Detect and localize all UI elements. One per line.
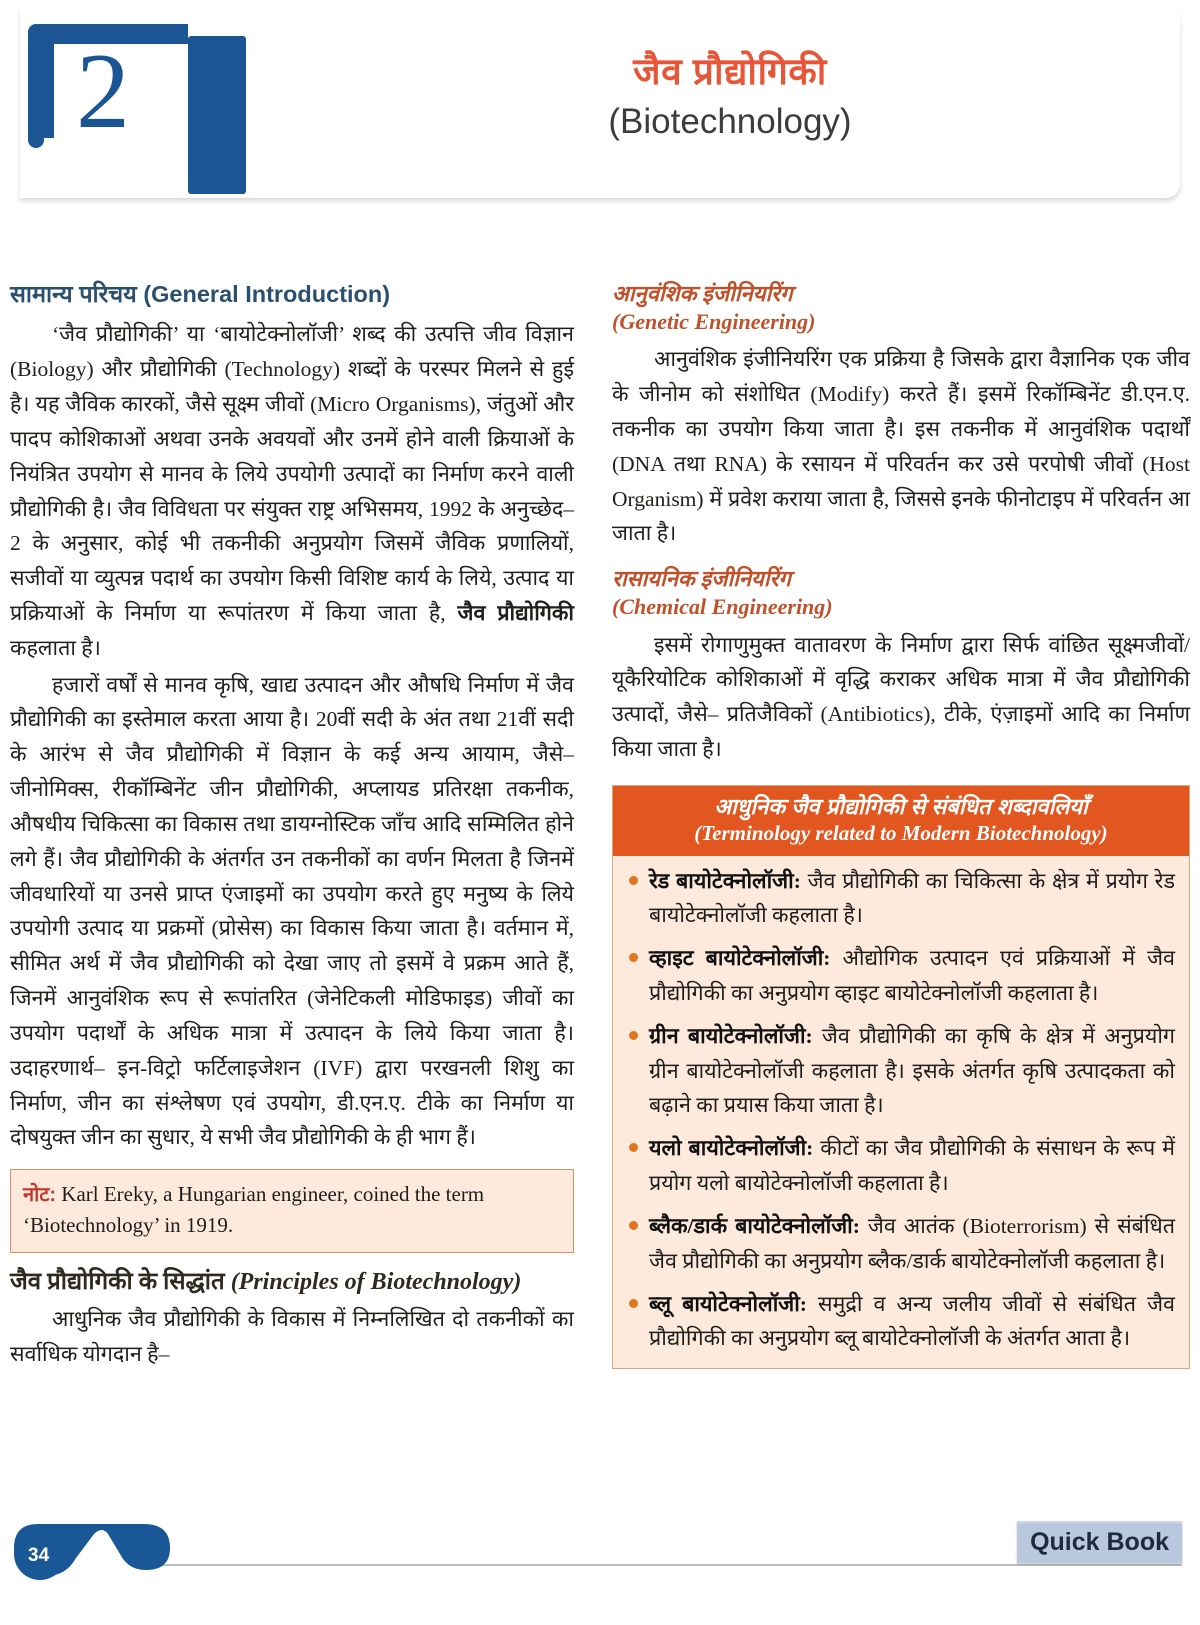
chapter-number: 2 xyxy=(76,32,128,151)
terminology-list xyxy=(613,856,1189,1368)
terminology-item xyxy=(627,1287,1175,1356)
terminology-item-term: ब्लू बायोटेक्नोलॉजी: xyxy=(649,1291,807,1316)
heading-general-introduction: सामान्य परिचय (General Introduction) xyxy=(10,281,391,307)
terminology-item-term: ब्लैक/डार्क बायोटेक्नोलॉजी: xyxy=(649,1214,860,1239)
terminology-item-description: जैव प्रौद्योगिकी का चिकित्सा के क्षेत्र में प्रयोग रेड बायोटेक्नोलॉजी कहलाता है। xyxy=(649,868,1175,928)
note-label: नोट: xyxy=(23,1184,57,1207)
page-number: 34 xyxy=(28,1545,50,1566)
paragraph-genetic-engineering: आनुवंशिक इंजीनियरिंग एक प्रक्रिया है जिसके द्वारा वैज्ञानिक एक जीव के जीनोम को संशोधित (Modify) करते हैं। इसमें रिकॉम्बिनेंट डी.एन.ए. तकनीक का उपयोग किया जाता है। इस तकनीक में आनुवंशिक पदार्थों (DNA तथा RNA) के रसायन में परिवर्तन कर उसे परपोषी जीवों (Host Organism) में प्रवेश कराया जाता है, जिससे इनके फीनोटाइप में परिवर्तन आ जाता है। xyxy=(612,347,1190,546)
heading-genetic-engineering-hindi: आनुवंशिक इंजीनियरिंग xyxy=(612,281,793,306)
heading-principles xyxy=(10,1267,574,1298)
paragraph-definition: ‘जैव प्रौद्योगिकी’ या ‘बायोटेक्नोलॉजी’ शब्द की उत्पत्ति जीव विज्ञान (Biology) और प्रौद्योगिकी (Technology) शब्दों के परस्पर मिलने से हुई है। यह जैविक कारकों, जैसे सूक्ष्म जीवों (Micro Organisms), जंतुओं और पादप कोशिकाओं अथवा उनके अवयवों और उनमें होने वाली क्रियाओं के नियंत्रित उपयोग से मानव के लिये उपयोगी उत्पादों का निर्माण करने वाली प्रौद्योगिकी है। जैव विविधता पर संयुक्त राष्ट्र अभिसमय, 1992 के अनुच्छेद–2 के अनुसार, कोई भी तकनीकी अनुप्रयोग जिसमें जैविक प्रणालियों, सजीवों या व्युत्पन्न पदार्थ का उपयोग किसी विशिष्ट कार्य के लिये, उत्पाद या प्रक्रियाओं के निर्माण या रूपांतरण में किया जाता है, जैव प्रौद्योगिकी कहलाता है। xyxy=(10,322,574,660)
terminology-item-description: जैव आतंक (Bioterrorism) से संबंधित जैव प्रौद्योगिकी का अनुप्रयोग ब्लैक/डार्क बायोटेक्नोलॉजी कहलाता है। xyxy=(649,1214,1176,1273)
chapter-title-hindi: जैव प्रौद्योगिकी xyxy=(633,51,827,92)
terminology-item xyxy=(627,941,1175,1010)
note-body: Karl Ereky, a Hungarian engineer, coined the term ‘Biotechnology’ in 1919. xyxy=(23,1182,485,1238)
chapter-tab-shape xyxy=(28,22,263,194)
heading-chemical-engineering xyxy=(612,565,1190,621)
paragraph-principles-intro: आधुनिक जैव प्रौद्योगिकी के विकास में निम्नलिखित दो तकनीकों का सर्वाधिक योगदान है– xyxy=(10,1306,574,1366)
note-text xyxy=(23,1179,561,1240)
terminology-item xyxy=(627,1209,1175,1278)
terminology-item-description: औद्योगिक उत्पादन एवं प्रक्रियाओं में जैव प्रौद्योगिकी का अनुप्रयोग व्हाइट बायोटेक्नोलॉजी कहलाता है। xyxy=(649,946,1175,1005)
paragraph-history: हजारों वर्षों से मानव कृषि, खाद्य उत्पादन और औषधि निर्माण में जैव प्रौद्योगिकी का इस्तेमाल करता आया है। 20वीं सदी के अंत तथा 21वीं सदी के आरंभ से जैव प्रौद्योगिकी में विज्ञान के कई अन्य आयाम, जैसे– जीनोमिक्स, रीकॉम्बिनेंट जीन प्रौद्योगिकी, अप्लायड प्रतिरक्षा तकनीक, औषधीय चिकित्सा का विकास तथा डायग्नोस्टिक जाँच आदि सम्मिलित होने लगे हैं। जैव प्रौद्योगिकी के अंतर्गत उन तकनीकों का वर्णन मिलता है जिनमें जीवधारियों या उनसे प्राप्त एंजाइमों का उपयोग करते हुए मनुष्य के लिये उपयोगी उत्पाद या प्रक्रमों (प्रोसेस) का विकास किया जाता है। वर्तमान में, सीमित अर्थ में जैव प्रौद्योगिकी को देखा जाए तो इसमें वे प्रक्रम आते हैं, जिनमें आनुवंशिक रूप से रूपांतरित (जेनेटिकली मोडिफाइड) जीवों का उपयोग पदार्थों के अधिक मात्रा में उत्पादन के लिये किया जाता है। उदाहरणार्थ– इन-विट्रो फर्टिलाइजेशन (IVF) द्वारा परखनली शिशु का निर्माण, जीन का संश्लेषण एवं उपयोग, डी.एन.ए. टीके का निर्माण या दोषयुक्त जीन का सुधार, ये सभी जैव प्रौद्योगिकी के ही भाग हैं। xyxy=(10,672,574,1150)
chapter-title-english: (Biotechnology) xyxy=(608,102,852,142)
terminology-item xyxy=(627,864,1175,933)
chapter-title-block xyxy=(320,50,1140,146)
footer-divider xyxy=(130,1564,1182,1566)
heading-genetic-engineering xyxy=(612,280,1190,336)
note-box xyxy=(10,1169,574,1252)
terminology-item-term: रेड बायोटेक्नोलॉजी: xyxy=(649,868,801,893)
terminology-item-description: समुद्री व अन्य जलीय जीवों से संबंधित जैव प्रौद्योगिकी का अनुप्रयोग ब्लू बायोटेक्नोलॉजी के अंतर्गत आता है। xyxy=(649,1291,1176,1351)
heading-genetic-engineering-english: (Genetic Engineering) xyxy=(612,309,816,335)
chapter-header xyxy=(20,8,1180,198)
terminology-heading-english: (Terminology related to Modern Biotechnology) xyxy=(694,821,1108,846)
terminology-item xyxy=(627,1131,1175,1200)
terminology-item-description: कीटों का जैव प्रौद्योगिकी के संसाधन के रूप में प्रयोग यलो बायोटेक्नोलॉजी कहलाता है। xyxy=(649,1136,1175,1195)
heading-chemical-engineering-hindi: रासायनिक इंजीनियरिंग xyxy=(612,566,791,592)
terminology-heading-hindi: आधुनिक जैव प्रौद्योगिकी से संबंधित शब्दावलियाँ xyxy=(714,793,1088,819)
heading-principles-hindi: जैव प्रौद्योगिकी के सिद्धांत xyxy=(10,1268,231,1295)
heading-principles-english: (Principles of Biotechnology) xyxy=(230,1268,522,1295)
terminology-item-term: यलो बायोटेक्नोलॉजी: xyxy=(649,1136,814,1161)
terminology-item xyxy=(627,1019,1175,1122)
terminology-item-description: जैव प्रौद्योगिकी का कृषि के क्षेत्र में अनुप्रयोग ग्रीन बायोटेक्नोलॉजी कहलाता है। इसके अंतर्गत कृषि उत्पादकता को बढ़ाने का प्रयास किया जाता है। xyxy=(649,1024,1175,1117)
terminology-box xyxy=(612,785,1190,1369)
terminology-box-header xyxy=(613,786,1189,856)
right-column xyxy=(612,280,1190,1495)
page-body xyxy=(0,280,1200,1495)
page-footer xyxy=(0,1495,1200,1625)
heading-chemical-engineering-english: (Chemical Engineering) xyxy=(612,594,833,620)
quick-book-badge: Quick Book xyxy=(1017,1521,1182,1563)
terminology-item-term: व्हाइट बायोटेक्नोलॉजी: xyxy=(649,946,831,971)
left-column xyxy=(10,280,588,1495)
paragraph-chemical-engineering: इसमें रोगाणुमुक्त वातावरण के निर्माण द्वारा सिर्फ वांछित सूक्ष्मजीवों/ यूकैरियोटिक कोशिकाओं में वृद्धि कराकर अधिक मात्रा में जैव प्रौद्योगिकी उत्पादों, जैसे– प्रतिजैविकों (Antibiotics), टीके, एंज़ाइमों आदि का निर्माण किया जाता है। xyxy=(612,632,1190,762)
terminology-item-term: ग्रीन बायोटेक्नोलॉजी: xyxy=(649,1024,813,1049)
